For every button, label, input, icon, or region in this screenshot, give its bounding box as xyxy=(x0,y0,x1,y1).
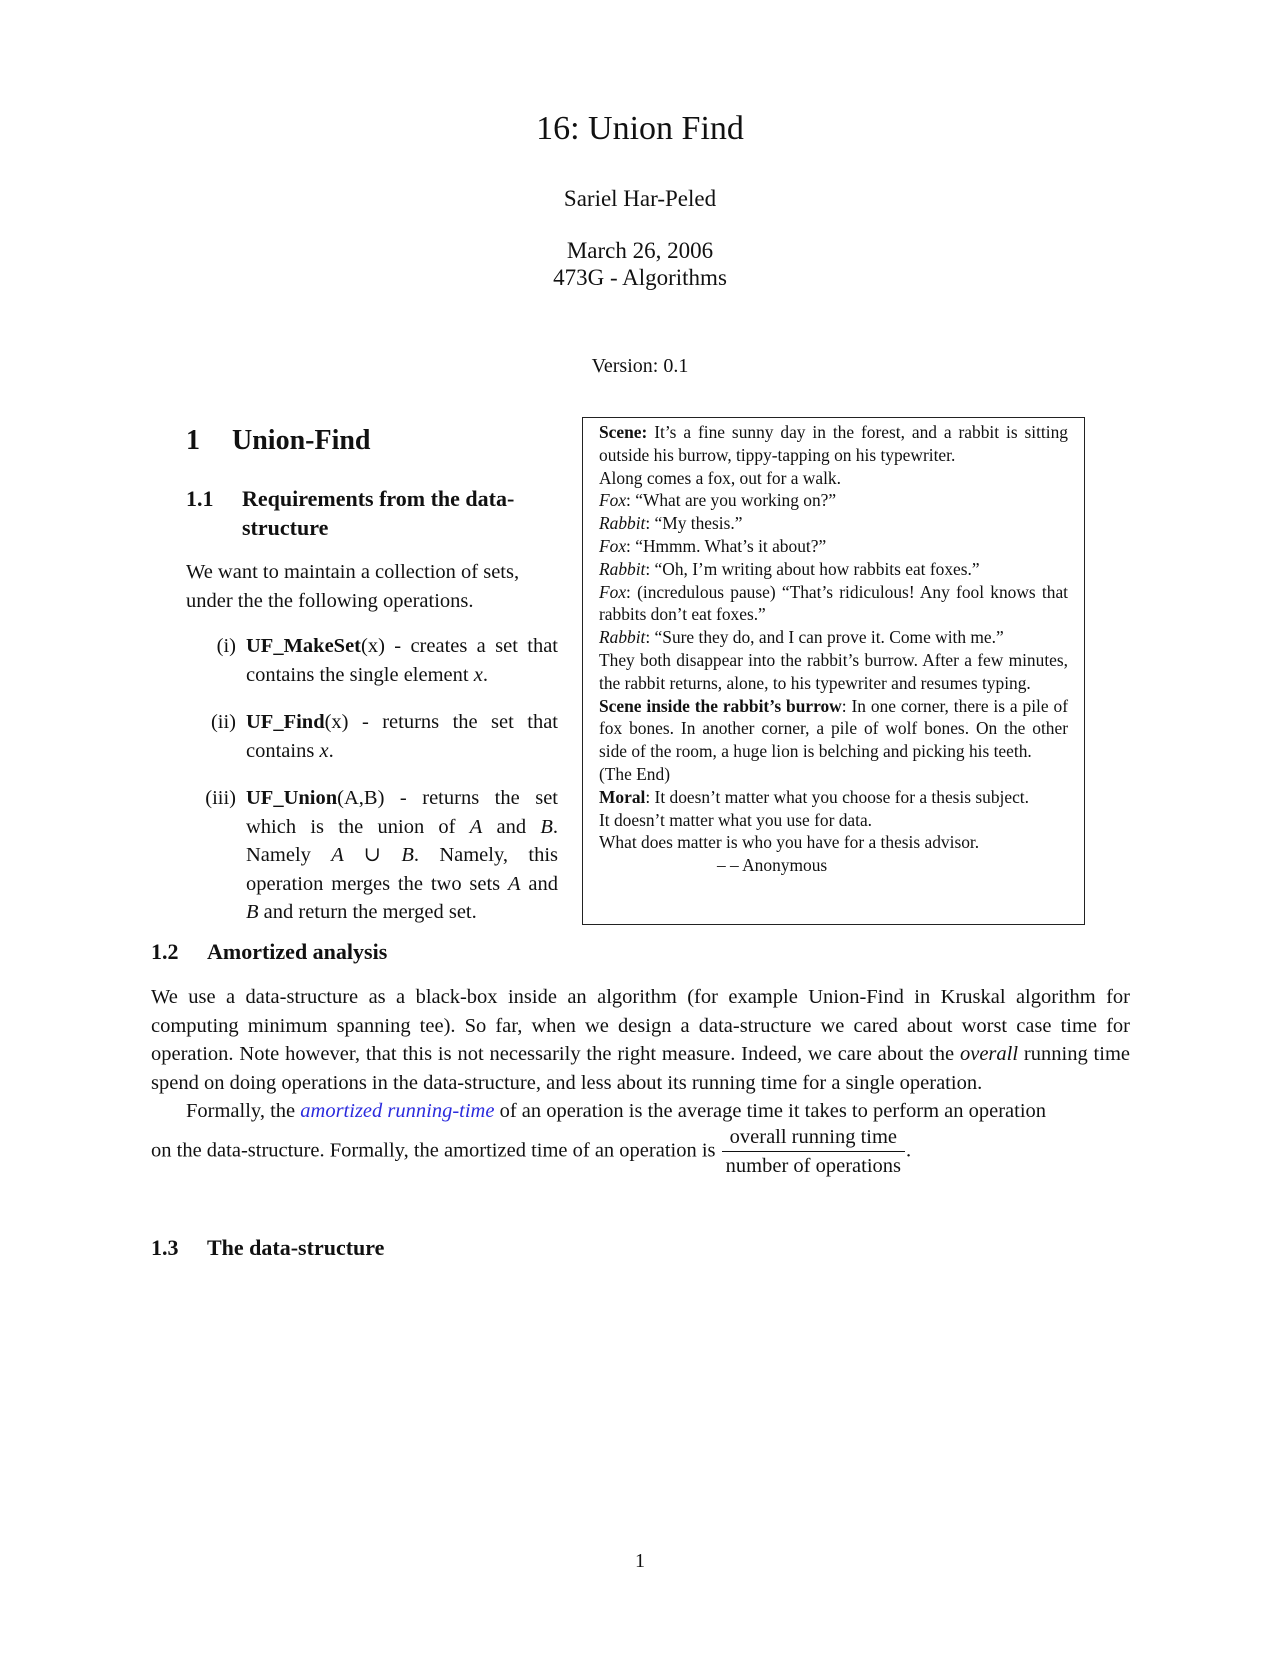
story-line: : (incredulous pause) “That’s ridiculous! Any fool knows that rabbits don’t eat foxes.” xyxy=(599,581,1068,625)
math-var: x xyxy=(473,663,483,686)
subsection-title: Amortized analysis xyxy=(207,939,388,964)
subsection-1-2-heading xyxy=(151,937,387,966)
section-number: 1 xyxy=(186,425,200,456)
speaker-rabbit: Rabbit xyxy=(599,513,646,534)
moral-label: Moral xyxy=(599,786,646,807)
math-var: B xyxy=(246,901,259,923)
story-line: : “Oh, I’m writing about how rabbits eat foxes.” xyxy=(645,558,980,579)
item-text: . xyxy=(482,663,488,686)
paper-title: 16: Union Find xyxy=(536,110,744,147)
fraction-denominator: number of operations xyxy=(725,1155,901,1177)
fraction-numerator: overall running time xyxy=(722,1125,905,1152)
speaker-rabbit: Rabbit xyxy=(599,558,646,579)
math-var: x xyxy=(319,739,329,762)
story-line: Along comes a fox, out for a walk. xyxy=(599,467,841,488)
story-line: (The End) xyxy=(599,763,670,784)
version-label: Version: 0.1 xyxy=(591,355,689,377)
subsection-title-line2: structure xyxy=(242,515,329,540)
story-text: : In one corner, there is a pile of fox bones. In another corner, a pile of wolf bones. On the other side of the room, a huge lion is belching and picking his teeth. xyxy=(599,695,1068,762)
amortized-fraction xyxy=(722,1125,905,1179)
item-text: - creates a set that contains the single element xyxy=(246,635,558,686)
item-label: (i) xyxy=(216,635,236,657)
attribution: – – Anonymous xyxy=(717,855,828,876)
paragraph-text: of an operation is the average time it takes to perform an operation xyxy=(494,1100,1047,1122)
scene-label: Scene: xyxy=(599,422,648,442)
operations-list xyxy=(186,632,558,946)
speaker-rabbit: Rabbit xyxy=(599,627,646,648)
math-var: A xyxy=(469,815,483,838)
subsection-number: 1.2 xyxy=(151,939,179,964)
paragraph-text: on the data-structure. Formally, the amortized time of an operation is xyxy=(151,1139,721,1162)
requirements-intro: We want to maintain a collection of sets, under the the following operations. xyxy=(186,561,520,612)
page-number: 1 xyxy=(635,1550,645,1572)
subsection-1-1-heading xyxy=(186,484,566,542)
item-text: and xyxy=(482,815,541,838)
item-label: (iii) xyxy=(205,787,236,809)
paragraph-text: We use a data-structure as a black-box inside an algorithm (for example Union-Find in Kruskal algorithm for computing minimum spanning tee). So far, when we design a data-structure we cared about worst case time for operation. Note however, that this is not necessarily the right measure. Indeed, we care about the xyxy=(151,986,1130,1065)
subsection-number: 1.3 xyxy=(151,1235,179,1260)
item-text: and return the merged set. xyxy=(258,901,477,923)
story-text: It’s a fine sunny day in the forest, and a rabbit is sitting outside his burrow, tippy-tapping on his typewriter. xyxy=(599,422,1068,465)
math-var: A xyxy=(508,872,521,895)
item-label: (ii) xyxy=(210,711,236,733)
speaker-fox: Fox xyxy=(599,535,627,556)
scene-label: Scene inside the rabbit’s burrow xyxy=(599,695,842,716)
list-item xyxy=(186,632,558,689)
speaker-fox: Fox xyxy=(599,490,627,511)
story-line: : “Sure they do, and I can prove it. Come with me.” xyxy=(645,627,1004,648)
story-line: They both disappear into the rabbit’s burrow. After a few minutes, the rabbit returns, alone, to his typewriter and resumes typing. xyxy=(599,649,1068,693)
paper-date: March 26, 2006 xyxy=(566,238,714,263)
story-line: It doesn’t matter what you use for data. xyxy=(599,809,873,830)
rabbit-story-box xyxy=(582,417,1085,925)
subsection-title-line1: Requirements from the data- xyxy=(242,486,515,511)
item-text: and xyxy=(520,872,558,895)
function-name: UF_MakeSet xyxy=(246,635,362,657)
item-text: - returns the set which is the union of xyxy=(246,787,558,838)
item-text: - returns the set that contains xyxy=(246,711,558,762)
story-line: : It doesn’t matter what you choose for a thesis subject. xyxy=(645,786,1029,807)
subsection-1-3-heading xyxy=(151,1233,384,1262)
subsection-number: 1.1 xyxy=(186,486,214,511)
paragraph-text: running time spend on doing operations in the data-structure, and less about its running time for a single operation. xyxy=(151,1043,1130,1094)
amortized-paragraph xyxy=(151,983,1130,1126)
formal-definition-line xyxy=(151,1125,1130,1179)
section-title: Union-Find xyxy=(232,425,371,456)
speaker-fox: Fox xyxy=(599,581,627,602)
subsection-title: The data-structure xyxy=(207,1235,385,1260)
story-line: : “What are you working on?” xyxy=(626,490,837,511)
story-line: What does matter is who you have for a thesis advisor. xyxy=(599,832,980,853)
story-line: : “My thesis.” xyxy=(645,513,743,534)
paragraph-text: Formally, the xyxy=(186,1100,301,1122)
section-1-heading xyxy=(186,425,371,457)
math-var: B xyxy=(540,815,553,838)
list-item xyxy=(186,708,558,765)
math-expr: A ∪ B xyxy=(331,844,414,866)
paragraph-text: . xyxy=(906,1139,912,1162)
function-args: (x) xyxy=(324,711,349,733)
function-name: UF_Find xyxy=(246,711,325,733)
story-line: : “Hmmm. What’s it about?” xyxy=(626,535,827,556)
amortized-running-time-link[interactable]: amortized running-time xyxy=(300,1100,495,1122)
function-args: (x) xyxy=(361,635,385,657)
list-item xyxy=(186,784,558,927)
item-text: . Namely, this operation merges the two sets xyxy=(246,844,558,895)
function-name: UF_Union xyxy=(246,787,338,809)
item-text: . Namely xyxy=(246,815,558,866)
emphasis-text: overall xyxy=(959,1043,1019,1065)
author-name: Sariel Har-Peled xyxy=(563,186,717,211)
function-args: (A,B) xyxy=(337,787,385,809)
course-name: 473G - Algorithms xyxy=(553,265,727,290)
item-text: . xyxy=(328,739,334,762)
